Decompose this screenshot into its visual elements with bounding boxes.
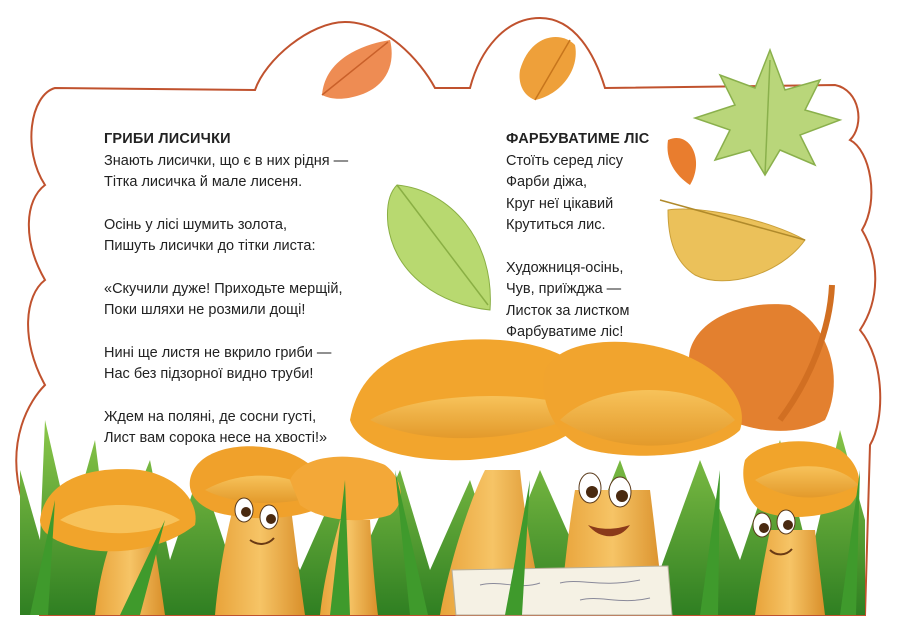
poem-line: Крутиться лис. [506,217,606,233]
poem-line: Чув, приїжджа — [506,281,622,297]
poem-line: Стоїть серед лісу [506,152,624,169]
poem-line: Листок за листком [506,302,630,319]
poem-line: Ждем на поляні, де сосни густі, [104,408,317,425]
poem-line: Художниця-осінь, [506,259,624,276]
poem-line: Пишуть лисички до тітки листа: [104,238,316,254]
poem-line: «Скучили дуже! Приходьте мерщій, [104,280,343,297]
poem-line: Нас без підзорної видно труби! [104,366,314,382]
poem-farbuvatyme-lis [506,129,649,344]
poem-line: Фарби діжа, [506,174,588,190]
poem-line: Лист вам сорока несе на хвості!» [104,430,328,446]
poem-line: Нині ще листя не вкрило гриби — [104,344,332,361]
poem-line: Осінь у лісі шумить золота, [104,216,287,233]
poem-title: ФАРБУВАТИМЕ ЛІС [506,131,650,147]
poem-title: ГРИБИ ЛИСИЧКИ [104,131,231,147]
poem-line: Круг неї цікавий [506,195,614,212]
poem-line: Знають лисички, що є в них рідня — [104,152,349,169]
poem-line: Поки шляхи не розмили дощі! [104,302,306,318]
letter-paper [452,566,672,615]
poem-line: Фарбуватиме ліс! [506,324,624,340]
poem-gryby-lysychky [104,129,348,450]
poem-line: Тітка лисичка й мале лисеня. [104,174,303,190]
